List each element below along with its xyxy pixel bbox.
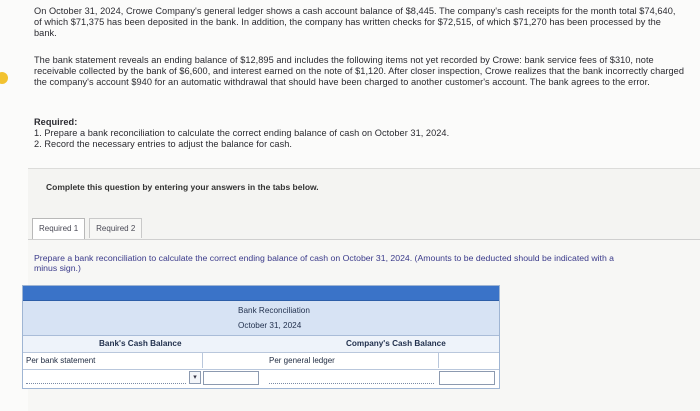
bank-adjustment-input[interactable] — [26, 373, 186, 384]
col-bank-cash-balance: Bank's Cash Balance — [99, 339, 182, 348]
panel-instructions: Complete this question by entering your answers in the tabs below. — [46, 182, 319, 192]
per-bank-statement-label: Per bank statement — [26, 356, 96, 365]
company-adjustment-input[interactable] — [269, 373, 434, 384]
tab-bar — [32, 218, 146, 240]
table-header-bar — [23, 286, 499, 301]
bank-reconciliation-table — [22, 285, 500, 389]
table-title-band — [23, 301, 499, 336]
column-headers — [23, 336, 499, 353]
bank-adjustment-dropdown[interactable] — [189, 371, 201, 384]
bank-balance-amount[interactable] — [202, 353, 263, 368]
company-balance-amount[interactable] — [438, 353, 499, 368]
highlight-marker — [0, 72, 8, 84]
task-prompt: Prepare a bank reconciliation to calculate the correct ending balance of cash on October 31, 2024. (Amounts to be deducted should be indicated with a minus sign.) — [34, 253, 615, 273]
problem-paragraph-1: On October 31, 2024, Crowe Company's general ledger shows a cash account balance of $8,445. The company's cash receipts for the month total $74,640, of which $71,375 has been deposited in the bank. In addition, the company has written checks for $72,515, of which $71,270 has been processed by the bank. — [34, 6, 676, 38]
table-row — [23, 370, 499, 388]
col-company-cash-balance: Company's Cash Balance — [346, 339, 446, 348]
tab-required-2[interactable]: Required 2 — [89, 218, 142, 238]
company-adjustment-amount[interactable] — [439, 371, 495, 385]
required-title: Required: — [34, 117, 78, 127]
question-panel — [28, 168, 700, 410]
table-date: October 31, 2024 — [238, 321, 302, 330]
required-block — [34, 117, 684, 150]
tab-content — [28, 239, 700, 411]
table-title: Bank Reconciliation — [238, 306, 310, 315]
required-item-1: 1. Prepare a bank reconciliation to calculate the correct ending balance of cash on October 31, 2024. — [34, 128, 450, 138]
tab-required-1[interactable]: Required 1 — [32, 218, 85, 240]
table-row — [23, 353, 499, 370]
per-general-ledger-label: Per general ledger — [269, 356, 335, 365]
chevron-down-icon: ▾ — [193, 374, 197, 381]
problem-paragraph-2: The bank statement reveals an ending balance of $12,895 and includes the following items not yet recorded by Crowe: bank service fees of $310, note receivable collected by the bank of $6,600, and interest earned on the note of $1,120. After closer inspection, Crowe realizes that the bank incorrectly charged the company's account $940 for an automatic withdrawal that should have been charged to another customer's account. The bank agrees to the error. — [34, 55, 684, 87]
required-item-2: 2. Record the necessary entries to adjust the balance for cash. — [34, 139, 292, 149]
bank-adjustment-amount[interactable] — [203, 371, 259, 385]
